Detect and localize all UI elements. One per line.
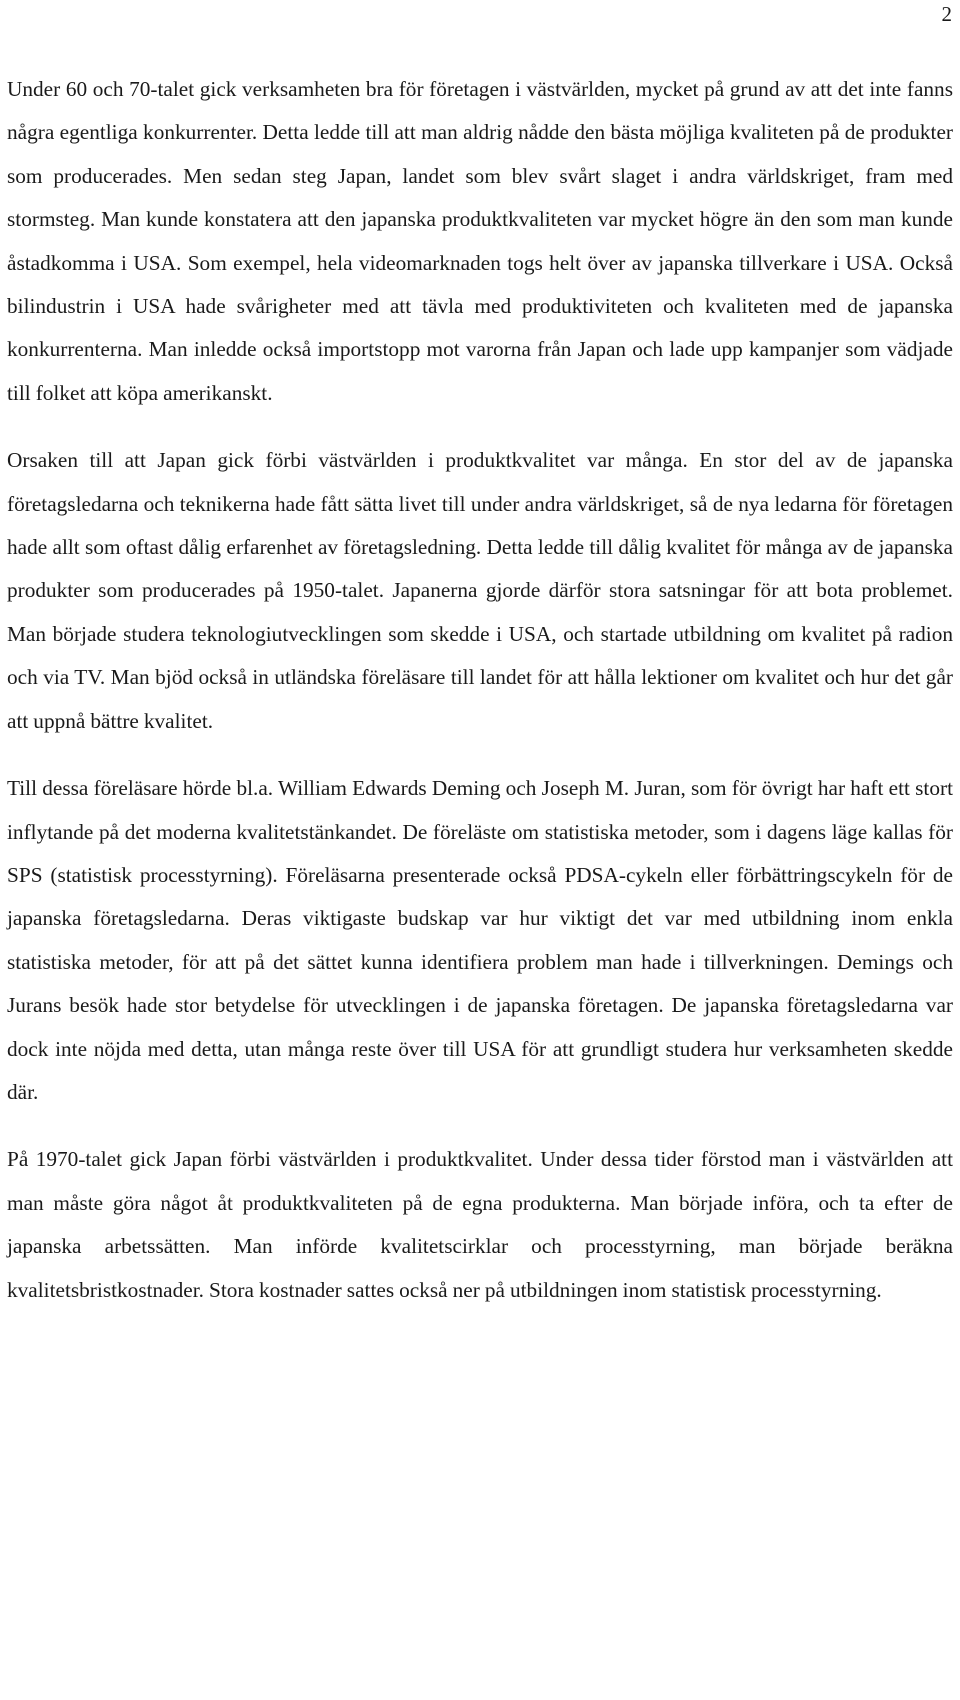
document-body: [7, 68, 953, 1312]
paragraph-3: Till dessa föreläsare hörde bl.a. William Edwards Deming och Joseph M. Juran, som för övrigt har haft ett stort inflytande på det moderna kvalitetstänkandet. De föreläste om statistiska metoder, som i dagens läge kallas för SPS (statistisk processtyrning). Föreläsarna presenterade också PDSA-cykeln eller förbättringscykeln för de japanska företagsledarna. Deras viktigaste budskap var hur viktigt det var med utbildning inom enkla statistiska metoder, för att på det sättet kunna identifiera problem man hade i tillverkningen. Demings och Jurans besök hade stor betydelse för utvecklingen i de japanska företagen. De japanska företagsledarna var dock inte nöjda med detta, utan många reste över till USA för att grundligt studera hur verksamheten skedde där.: [7, 776, 953, 1104]
paragraph-4: På 1970-talet gick Japan förbi västvärlden i produktkvalitet. Under dessa tider förstod man i västvärlden att man måste göra något åt produktkvaliteten på de egna produkterna. Man började införa, och ta efter de japanska arbetssätten. Man införde kvalitetscirklar och processtyrning, man började beräkna kvalitetsbristkostnader. Stora kostnader sattes också ner på utbildningen inom statistisk processtyrning.: [7, 1147, 953, 1302]
paragraph-1: Under 60 och 70-talet gick verksamheten bra för företagen i västvärlden, mycket på grund av att det inte fanns några egentliga konkurrenter. Detta ledde till att man aldrig nådde den bästa möjliga kvaliteten på de produkter som producerades. Men sedan steg Japan, landet som blev svårt slaget i andra världskriget, fram med stormsteg. Man kunde konstatera att den japanska produktkvaliteten var mycket högre än den som man kunde åstadkomma i USA. Som exempel, hela videomarknaden togs helt över av japanska tillverkare i USA. Också bilindustrin i USA hade svårigheter med att tävla med produktiviteten och kvaliteten med de japanska konkurrenterna. Man inledde också importstopp mot varorna från Japan och lade upp kampanjer som vädjade till folket att köpa amerikanskt.: [7, 77, 953, 405]
page-number: 2: [941, 2, 952, 26]
paragraph-2: Orsaken till att Japan gick förbi västvärlden i produktkvalitet var många. En stor del av de japanska företagsledarna och teknikerna hade fått sätta livet till under andra världskriget, så de nya ledarna för företagen hade allt som oftast dålig erfarenhet av företagsledning. Detta ledde till dålig kvalitet för många av de japanska produkter som producerades på 1950-talet. Japanerna gjorde därför stora satsningar för att bota problemet. Man började studera teknologiutvecklingen som skedde i USA, och startade utbildning om kvalitet på radion och via TV. Man bjöd också in utländska föreläsare till landet för att hålla lektioner om kvalitet och hur det går att uppnå bättre kvalitet.: [7, 448, 953, 733]
